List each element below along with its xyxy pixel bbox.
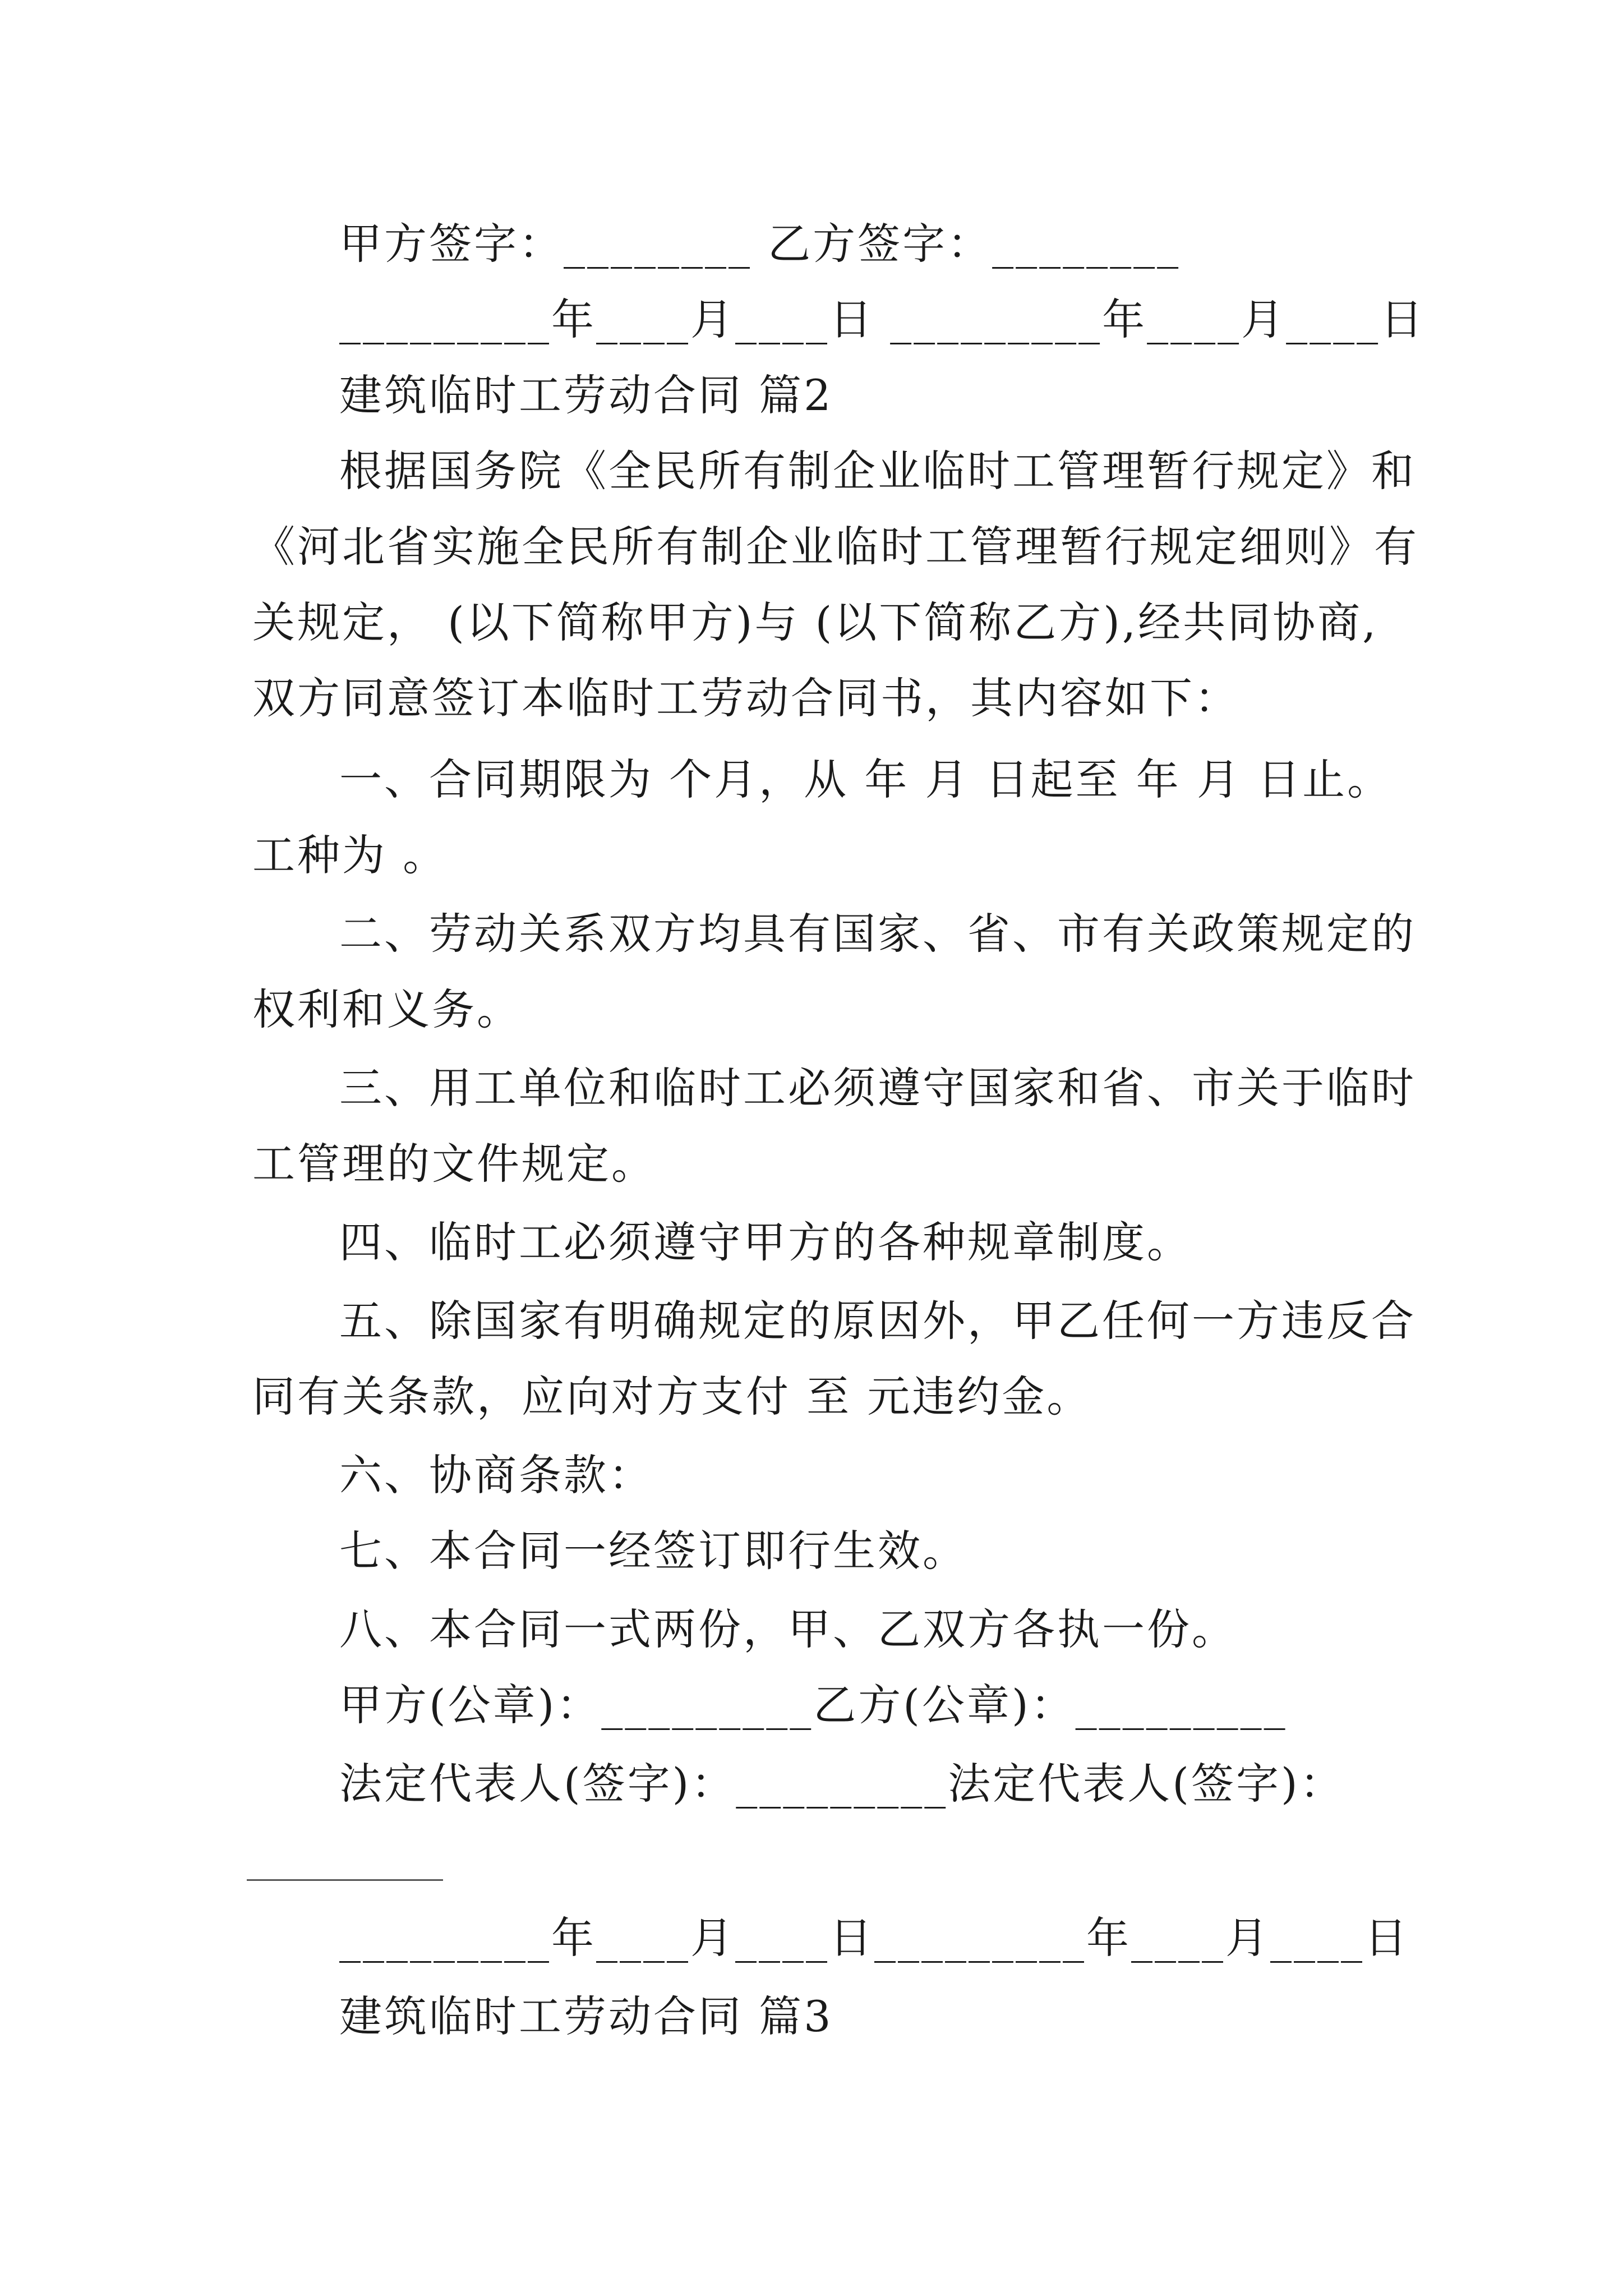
clause-7: 七、本合同一经签订即行生效。: [339, 1526, 967, 1576]
clause-5-line: 同有关条款，应向对方支付 至 元违约金。: [252, 1372, 1092, 1421]
clause-4: 四、临时工必须遵守甲方的各种规章制度。: [339, 1217, 1192, 1267]
date-line-1: _________年____月____日 _________年____月____日: [339, 295, 1426, 344]
signature-line-1: 甲方签字：________ 乙方签字：________: [339, 219, 1181, 269]
clause-3-line: 三、用工单位和临时工必须遵守国家和省、市关于临时: [339, 1063, 1416, 1113]
section-heading-3: 建筑临时工劳动合同 篇3: [339, 1991, 833, 2041]
section-heading-2: 建筑临时工劳动合同 篇2: [339, 370, 833, 420]
signature-blank: [247, 1879, 443, 1881]
paragraph-line: 关规定， (以下简称甲方)与 (以下简称乙方),经共同协商,: [252, 597, 1378, 647]
paragraph-line: 双方同意签订本临时工劳动合同书，其内容如下：: [252, 673, 1239, 723]
clause-1-line: 一、合同期限为 个月，从 年 月 日起至 年 月 日止。: [339, 754, 1393, 804]
paragraph-line: 根据国务院《全民所有制企业临时工管理暂行规定》和: [339, 446, 1416, 496]
clause-5-line: 五、除国家有明确规定的原因外，甲乙任何一方违反合: [339, 1296, 1416, 1346]
clause-6: 六、协商条款：: [339, 1450, 653, 1500]
seal-line: 甲方(公章)：_________乙方(公章)：_________: [339, 1680, 1288, 1730]
clause-1-line: 工种为 。: [252, 830, 448, 880]
date-line-2: _________年____月____日_________年____月____日: [339, 1913, 1409, 1963]
clause-2-line: 权利和义务。: [252, 984, 522, 1034]
clause-3-line: 工管理的文件规定。: [252, 1139, 656, 1189]
clause-8: 八、本合同一式两份，甲、乙双方各执一份。: [339, 1604, 1237, 1654]
paragraph-line: 《河北省实施全民所有制企业临时工管理暂行规定细则》有: [252, 522, 1419, 572]
representative-line: 法定代表人(签字)：_________法定代表人(签字)：: [339, 1759, 1345, 1809]
clause-2-line: 二、劳动关系双方均具有国家、省、市有关政策规定的: [339, 909, 1416, 959]
